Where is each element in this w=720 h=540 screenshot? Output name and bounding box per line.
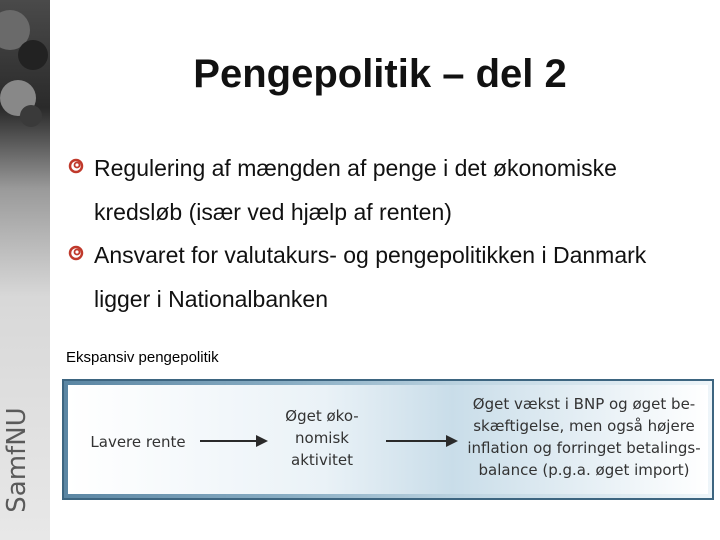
bullet-swirl-icon	[68, 245, 84, 261]
bullet-item	[68, 233, 708, 321]
diagram-heading: Ekspansiv pengepolitik	[66, 349, 219, 366]
bullet-swirl-icon	[68, 158, 84, 174]
arrow-right-icon	[386, 433, 458, 449]
flow-diagram	[62, 379, 714, 500]
bullet-text: Regulering af mængden af penge i det økonomiske kredsløb (især ved hjælp af renten)	[94, 155, 617, 225]
logo-text: SamfNU	[2, 407, 32, 513]
diagram-step-3: Øget vækst i BNP og øget be- skæftigelse, men også højere inflation og forringet betalings- balance (p.g.a. øget import)	[467, 395, 701, 479]
diagram-step-1: Lavere rente	[90, 433, 186, 451]
diagram-step-2: Øget øko- nomisk aktivitet	[285, 407, 359, 469]
slide-title: Pengepolitik – del 2	[193, 52, 567, 96]
bullet-text: Ansvaret for valutakurs- og pengepolitikken i Danmark ligger i Nationalbanken	[94, 242, 647, 312]
decorative-side-strip	[0, 0, 50, 540]
bullet-item	[68, 146, 708, 234]
samfnu-logo	[2, 380, 42, 540]
arrow-right-icon	[200, 433, 268, 449]
